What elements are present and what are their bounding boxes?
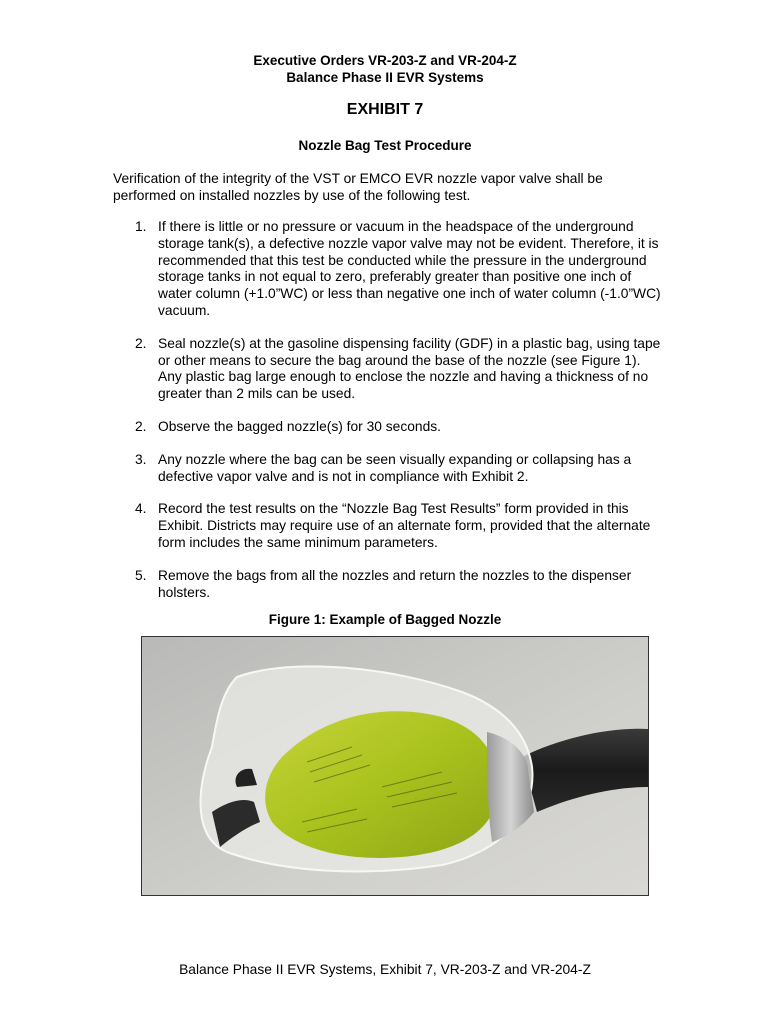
procedure-steps-list: [113, 219, 673, 617]
step-number: 2.: [135, 335, 147, 351]
step-number: 1.: [135, 219, 147, 234]
step-number: 5.: [135, 567, 147, 583]
procedure-step: [113, 419, 673, 436]
exhibit-title: EXHIBIT 7: [346, 101, 424, 118]
step-number: 3.: [135, 451, 147, 467]
page-footer: Balance Phase II EVR Systems, Exhibit 7, VR-203-Z and VR-204-Z: [179, 962, 591, 977]
step-number: 2.: [135, 418, 147, 434]
figure-caption: Figure 1: Example of Bagged Nozzle: [268, 612, 502, 627]
step-text: Record the test results on the “Nozzle Bag Test Results” form provided in this Exhibit. Districts may require use of an alternate form, provided that the alternate form includes the same minimum parameters.: [158, 501, 651, 550]
step-text: Observe the bagged nozzle(s) for 30 seconds.: [158, 418, 441, 434]
procedure-title: Nozzle Bag Test Procedure: [298, 138, 472, 153]
step-text: If there is little or no pressure or vacuum in the headspace of the underground storage tank(s), a defective nozzle vapor valve may not be evident. Therefore, it is recommended that this test be conducted while the pressure in the underground storage tanks in not equal to zero, preferably greater than positive one inch of water column (+1.0”WC) or less than negative one inch of water column (-1.0”WC) vacuum.: [158, 219, 661, 318]
intro-paragraph: Verification of the integrity of the VST or EMCO EVR nozzle vapor valve shall be performed on installed nozzles by use of the following test.: [113, 171, 603, 203]
step-text: Seal nozzle(s) at the gasoline dispensing facility (GDF) in a plastic bag, using tape or other means to secure the bag around the base of the nozzle (see Figure 1). Any plastic bag large enough to enclose the nozzle and having a thickness of no greater than 2 mils can be used.: [158, 335, 661, 402]
bagged-nozzle-photo: [141, 636, 649, 896]
header-line-1: Executive Orders VR-203-Z and VR-204-Z: [253, 53, 517, 68]
procedure-step: [113, 336, 673, 403]
procedure-step: [113, 219, 673, 320]
procedure-step: [113, 568, 673, 602]
header-line-2: Balance Phase II EVR Systems: [286, 70, 484, 85]
step-text: Remove the bags from all the nozzles and return the nozzles to the dispenser holsters.: [158, 567, 632, 600]
procedure-step: [113, 452, 673, 486]
step-text: Any nozzle where the bag can be seen visually expanding or collapsing has a defective vapor valve and is not in compliance with Exhibit 2.: [158, 451, 632, 484]
step-number: 4.: [135, 501, 147, 517]
procedure-step: [113, 501, 673, 551]
